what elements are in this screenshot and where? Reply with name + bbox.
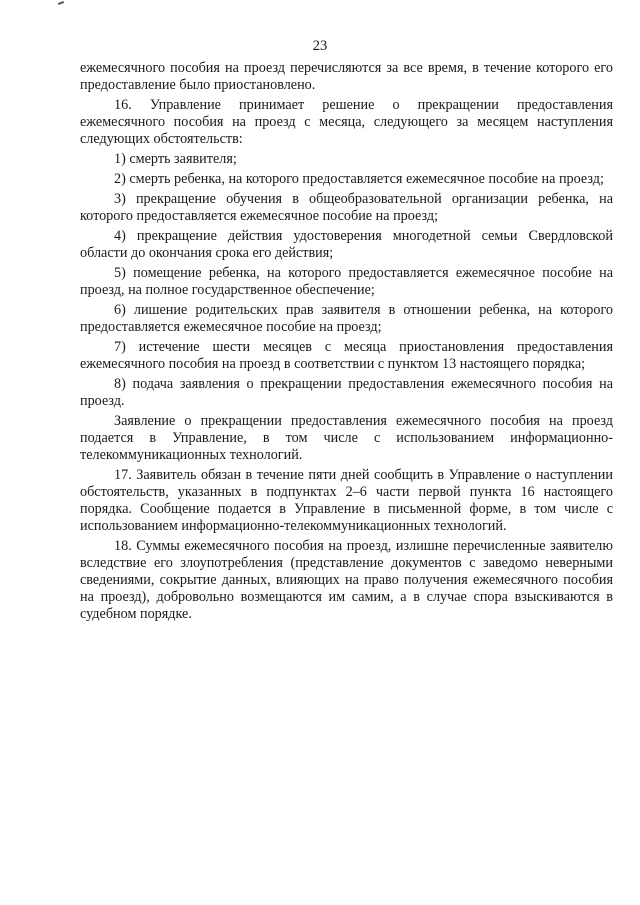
page-number: 23 [312,38,328,54]
paragraph-16-1: 1) смерть заявителя; [114,151,237,167]
paragraph-16-8: 8) подача заявления о прекращении предоставления ежемесячного пособия на проезд. [80,376,613,409]
paragraph-18: 18. Суммы ежемесячного пособия на проезд, излишне перечисленные заявителю вследствие его злоупотребления (представление документов с заведомо неверными сведениями, сокрытие данных, влияющих на право получения ежемесячного пособия на проезд), добровольно возмещаются им самим, а в случае спора взыскиваются в судебном порядке. [80,538,613,622]
paragraph-16-3: 3) прекращение обучения в общеобразовательной организации ребенка, на которого предоставляется ежемесячное пособие на проезд; [80,191,613,224]
scan-mark [58,1,64,5]
paragraph-16: 16. Управление принимает решение о прекращении предоставления ежемесячного пособия на проезд с месяца, следующего за месяцем наступления следующих обстоятельств: [80,97,613,147]
document-body [80,60,613,623]
paragraph-continuation: ежемесячного пособия на проезд перечисляются за все время, в течение которого его предоставление было приостановлено. [80,60,613,93]
paragraph-16-7: 7) истечение шести месяцев с месяца приостановления предоставления ежемесячного пособия на проезд в соответствии с пунктом 13 настоящего порядка; [80,339,613,372]
paragraph-17: 17. Заявитель обязан в течение пяти дней сообщить в Управление о наступлении обстоятельств, указанных в подпунктах 2–6 части первой пункта 16 настоящего порядка. Сообщение подается в Управление в письменной форме, в том числе с использованием информационно-телекоммуникационных технологий. [80,467,613,534]
paragraph-16-note: Заявление о прекращении предоставления ежемесячного пособия на проезд подается в Управление, в том числе с использованием информационно-телекоммуникационных технологий. [80,413,613,463]
paragraph-16-2: 2) смерть ребенка, на которого предоставляется ежемесячное пособие на проезд; [114,171,604,187]
paragraph-16-5: 5) помещение ребенка, на которого предоставляется ежемесячное пособие на проезд, на полное государственное обеспечение; [80,265,613,298]
paragraph-16-4: 4) прекращение действия удостоверения многодетной семьи Свердловской области до окончания срока его действия; [80,228,613,261]
paragraph-16-6: 6) лишение родительских прав заявителя в отношении ребенка, на которого предоставляется ежемесячное пособие на проезд; [80,302,613,335]
